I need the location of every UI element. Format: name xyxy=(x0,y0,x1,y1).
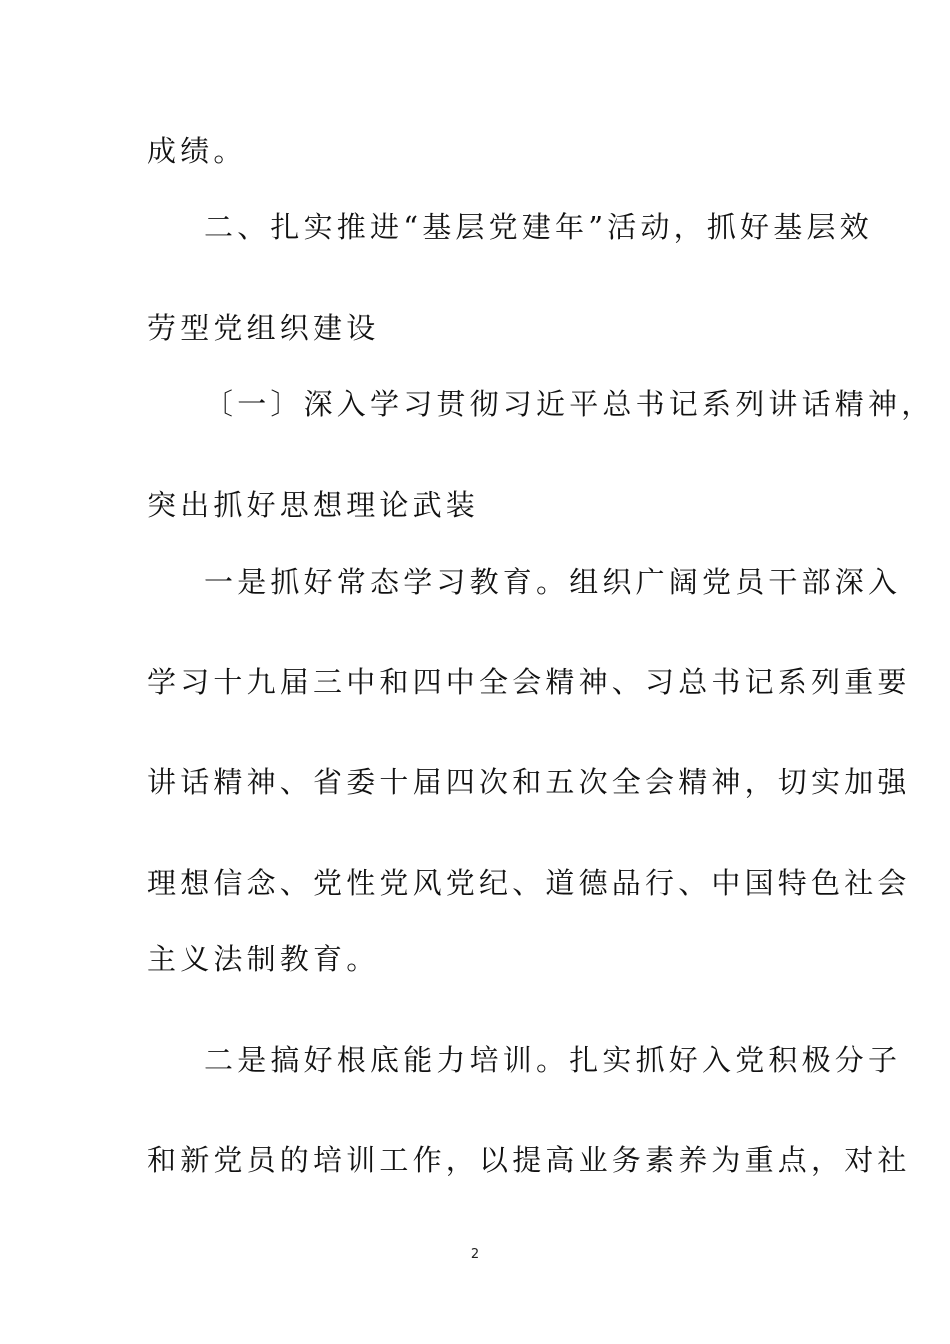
paragraph-line: 主义法制教育。 xyxy=(147,942,380,976)
text-line: 成绩。 xyxy=(147,134,247,168)
page-number: 2 xyxy=(470,1247,480,1262)
paragraph-line: 和新党员的培训工作，以提高业务素养为重点，对社 xyxy=(147,1143,911,1177)
paragraph-line: 讲话精神、省委十届四次和五次全会精神，切实加强 xyxy=(147,765,911,799)
paragraph-line: 二是搞好根底能力培训。扎实抓好入党积极分子 xyxy=(204,1043,902,1077)
subsection-heading: 〔一〕深入学习贯彻习近平总书记系列讲话精神， xyxy=(204,387,935,421)
paragraph-line: 学习十九届三中和四中全会精神、习总书记系列重要 xyxy=(147,665,911,699)
paragraph-line: 一是抓好常态学习教育。组织广阔党员干部深入 xyxy=(204,565,902,599)
paragraph-line: 理想信念、党性党风党纪、道德品行、中国特色社会 xyxy=(147,866,911,900)
section-heading: 二、扎实推进“基层党建年”活动，抓好基层效 xyxy=(204,210,873,244)
subsection-heading-continued: 突出抓好思想理论武装 xyxy=(147,488,480,522)
section-heading-continued: 劳型党组织建设 xyxy=(147,311,380,345)
